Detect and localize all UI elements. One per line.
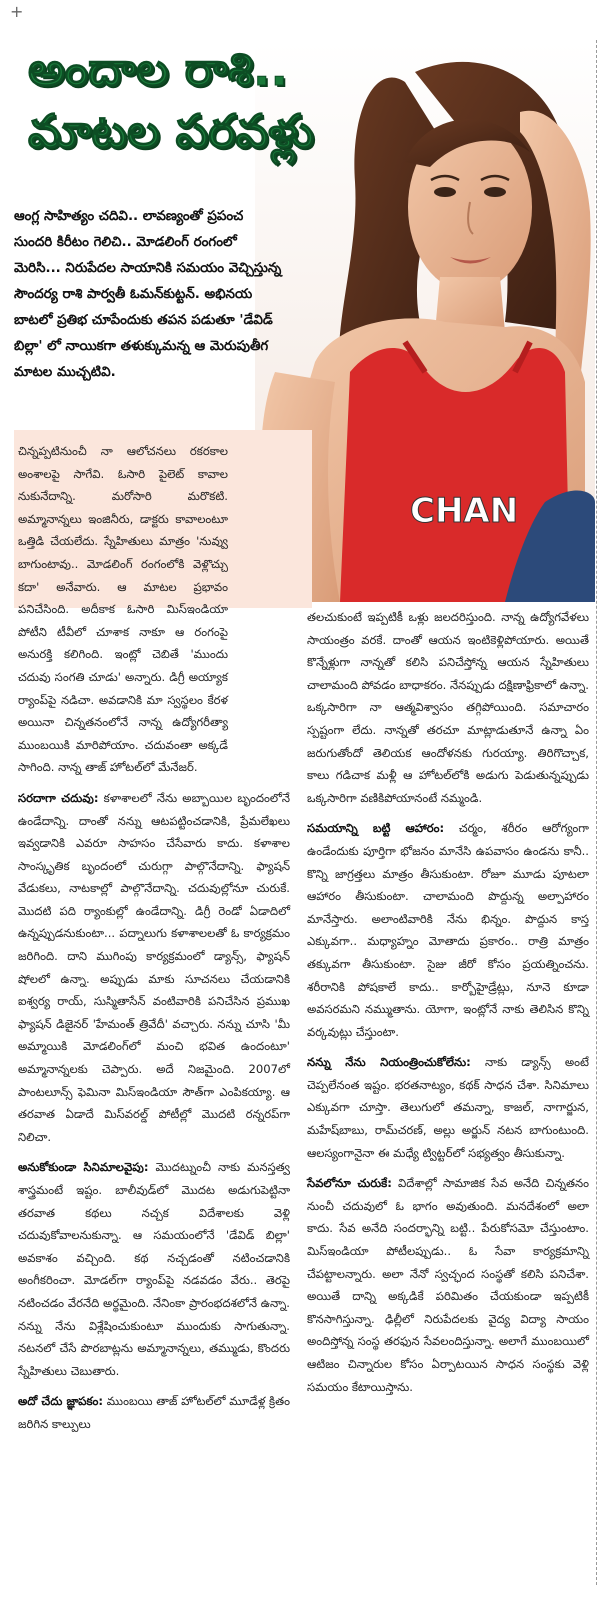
paragraph	[18, 787, 290, 1149]
paragraph	[307, 1172, 589, 1398]
paragraph-text: చిన్నప్పటినుంచీ నా ఆలోచనలు రకరకాల అంశాలపై సాగేవి. ఓసారి పైలెట్ కావాల నుకునేదాన్ని. మరోసారి మరొకటి. అమ్మానాన్నలు ఇంజినీరు, డాక్టరు కావాలంటూ ఒత్తిడి చేయలేదు. స్నేహితులు మాత్రం 'నువ్వు బాగుంటావు.. మోడలింగ్ రంగంలోకి వెళ్లొచ్చు కదా' అనేవారు. ఆ మాటల ప్రభావం పనిచేసింది. అదీకాక ఓసారి మిస్ఇండియా పోటీని టీవీలో చూశాక నాకూ ఆ రంగంపై అనురక్తి కలిగింది. ఇంట్లో చెబితే 'ముందు చదువు సంగతి చూడు' అన్నారు. డిగ్రీ అయ్యాక ర్యాంప్‌పై నడిచా. అవడానికి మా స్వస్థలం కేరళ అయినా చిన్నతనంలోనే నాన్న ఉద్యోగరీత్యా ముంబయికి మారిపోయాం. చదువంతా అక్కడే సాగింది. నాన్న తాజ్ హోటల్‌లో మేనేజర్.	[18, 444, 228, 775]
paragraph-lead: సమయాన్ని బట్టి ఆహారం:	[307, 821, 445, 836]
headline-line-1: అందాల రాశి..	[28, 42, 288, 96]
paragraph-text: నాకు డ్యాన్స్ అంటే చెప్పలేనంత ఇష్టం. భరతనాట్యం, కథక్ సాధన చేశా. సినిమాలు ఎక్కువగా చూస్తా. తెలుగులో తమన్నా, కాజల్, నాగార్జున, మహేష్‌బాబు, రామ్‌చరణ్, అల్లు అర్జున్ నటన బాగుంటుంది. ఆలస్యంగానైనా ఈ మధ్యే ట్విట్టర్‌లో సభ్యత్వం తీసుకున్నా.	[307, 1055, 589, 1160]
paragraph	[18, 1390, 290, 1435]
paragraph	[18, 440, 228, 779]
paragraph-lead: సేవలోనూ చురుకే:	[307, 1176, 392, 1191]
paragraph-text: విదేశాల్లో సామాజిక సేవ అనేది చిన్నతనం నుంచీ చదువులో ఓ భాగం అవుతుంది. మనదేశంలో అలా కాదు. సేవ అనేది సందర్భాన్ని బట్టి.. పేరుకోసమో చేస్తుంటాం. మిస్ఇండియా పోటీలప్పుడు.. ఓ సేవా కార్యక్రమాన్ని చేపట్టాలన్నారు. అలా నేనో స్వచ్ఛంద సంస్థతో కలిసి పనిచేశా. అయితే దాన్ని అక్కడికే పరిమితం చేయకుండా ఇప్పటికీ కొనసాగిస్తున్నా. ఢిల్లీలో నిరుపేదలకు వైద్య విద్యా సాయం అందిస్తోన్న సంస్థ తరఫున సేవలందిస్తున్నా. అలాగే ముంబయిలో ఆటిజం చిన్నారుల కోసం ఏర్పాటయిన సాధన సంస్థకు వెళ్లి సమయం కేటాయిస్తాను.	[307, 1176, 589, 1394]
intro-text: ఆంగ్ల సాహిత్యం చదివి.. లావణ్యంతో ప్రపంచ సుందరి కిరీటం గెలిచి.. మోడలింగ్ రంగంలో మెరిసి... నిరుపేదల సాయానికి సమయం వెచ్చిస్తున్న సౌందర్య రాశి పార్వతీ ఓమన్‌కుట్టన్. అభినయ బాటలో ప్రతిభ చూపేందుకు తపన పడుతూ 'డేవిడ్ బిల్లా' లో నాయికగా తళుక్కుమన్న ఆ మెరుపుతీగ మాటల ముచ్చటివి.	[14, 209, 282, 380]
shirt-print-text: CHAN	[410, 491, 519, 531]
headline-line-2: మాటల పరవళ్లు	[28, 104, 315, 158]
paragraph-text: కళాశాలలో నేను అబ్బాయిల బృందంలోనే ఉండేదాన్ని. దాంతో నన్ను ఆటపట్టించడానికి, ప్రేమలేఖలు ఇవ్వడానికి ఎవరూ సాహసం చేసేవారు కాదు. కళాశాల సాంస్కృతిక బృందంలో చురుగ్గా పాల్గొనేదాన్ని. ఫ్యాషన్ వేడుకలు, నాటకాల్లో పాల్గొనేదాన్ని. చదువుల్లోనూ చురుకే. మొదటి పది ర్యాంకుల్లో ఉండేదాన్ని. డిగ్రీ రెండో ఏడాదిలో ఉన్నప్పుడనుకుంటా... పద్నాలుగు కళాశాలలతో ఓ కార్యక్రమం జరిగింది. దాని ముగింపు కార్యక్రమంలో డ్యాన్స్, ఫ్యాషన్ షోలలో ఉన్నా. అప్పుడు మాకు సూచనలు చేయడానికి ఐశ్వర్య రాయ్, సుస్మితాసేన్ వంటివారికి పనిచేసిన ప్రముఖ ఫ్యాషన్ డిజైనర్ 'హేమంత్ త్రివేదీ' వచ్చారు. నన్ను చూసి 'మీ అమ్మాయికి మోడలింగ్‌లో మంచి భవిత ఉందంటూ' అమ్మానాన్నలకు చెప్పారు. అదే నిజమైంది. 2007లో పాంటలూన్స్ ఫెమినా మిస్ఇండియా సౌత్‌గా ఎంపికయ్యా. ఆ తరవాత ఏడాదే మిస్‌వరల్డ్ పోటీల్లో మొదటి రన్నరప్‌గా నిలిచా.	[18, 790, 290, 1144]
article-column-left	[18, 440, 290, 1444]
crop-mark-icon: +	[10, 2, 24, 21]
column-divider	[596, 40, 597, 1585]
article-column-right	[307, 606, 589, 1406]
paragraph-lead: సరదాగా చదువు:	[18, 790, 99, 805]
paragraph	[307, 606, 589, 809]
paragraph	[307, 817, 589, 1043]
paragraph-text: చర్మం, శరీరం ఆరోగ్యంగా ఉండేందుకు పూర్తిగా భోజనం మానేసి ఉపవాసం ఉండను కానీ.. కొన్ని జాగ్రత్తలు మాత్రం తీసుకుంటా. రోజూ మూడు పూటలా ఆహారం తీసుకుంటా. చాలామంది పొద్దున్న అల్పాహారం మానేస్తారు. అలాంటివారికి నేను భిన్నం. పొద్దున కాస్త ఎక్కువగా.. మధ్యాహ్నం మోతాదు ప్రకారం.. రాత్రి మాత్రం తక్కువగా తీసుకుంటా. సైజు జీరో కోసం ప్రయత్నించను. శరీరానికి పోషకాలే కాదు.. కార్బోహైడ్రేట్లు, నూనె కూడా అవసరమని నమ్ముతాను. యోగా, ఇంట్లోనే నాకు తెలిసిన కొన్ని వర్కవుట్లు చేస్తుంటా.	[307, 821, 589, 1039]
paragraph-text: తలచుకుంటే ఇప్పటికీ ఒళ్లు జలదరిస్తుంది. నాన్న ఉద్యోగవేళలు సాయంత్రం వరకే. దాంతో ఆయన ఇంటికెళ్లిపోయారు. అయితే కొన్నేళ్లుగా నాన్నతో కలిసి పనిచేస్తోన్న ఆయన స్నేహితులు చాలామంది పోవడం బాధాకరం. నేనప్పుడు దక్షిణాఫ్రికాలో ఉన్నా. ఒక్కసారిగా నా ఆత్మవిశ్వాసం తగ్గిపోయింది. సమాచారం స్పష్టంగా లేదు. నాన్నతో తరచూ మాట్లాడుతూనే ఉన్నా ఏం జరుగుతోందో తెలియక ఆందోళనకు గురయ్యా. తిరిగొచ్చాక, కాలు గడిచాక మళ్లీ ఆ హోటల్‌లోకి అడుగు పెడుతున్నప్పుడు ఒక్కసారిగా వణికిపోయానంటే నమ్మండి.	[307, 610, 589, 805]
paragraph	[18, 1156, 290, 1382]
paragraph-lead: నన్ను నేను నియంత్రించుకోలేను:	[307, 1055, 471, 1070]
paragraph-lead: అదో చేదు జ్ఞాపకం:	[18, 1394, 104, 1409]
paragraph-lead: అనుకోకుండా సినిమాలవైపు:	[18, 1160, 149, 1175]
intro-paragraph	[14, 204, 282, 386]
paragraph-text: ముంబయి తాజ్ హోటల్‌లో మూడేళ్ల క్రితం జరిగిన కాల్పులు	[18, 1394, 290, 1431]
paragraph	[307, 1051, 589, 1164]
paragraph-text: మొదట్నుంచీ నాకు మనస్తత్వ శాస్త్రమంటే ఇష్టం. బాలీవుడ్‌లో మొదట అడుగుపెట్టినా తరవాత కథలు నచ్చక విదేశాలకు వెళ్లి చదువుకోవాలనుకున్నా. ఆ సమయంలోనే 'డేవిడ్ బిల్లా' అవకాశం వచ్చింది. కథ నచ్చడంతో నటించడానికి అంగీకరించా. మోడల్‌గా ర్యాంప్‌పై నడవడం వేరు.. తెరపై నటించడం వేరనేది అర్థమైంది. నేనింకా ప్రారంభదశలోనే ఉన్నా. నన్ను నేను విశ్లేషించుకుంటూ ముందుకు సాగుతున్నా. నటనలో చేసే పొరబాట్లను అమ్మానాన్నలు, తమ్ముడు, కొందరు స్నేహితులు చెబుతారు.	[18, 1160, 290, 1378]
